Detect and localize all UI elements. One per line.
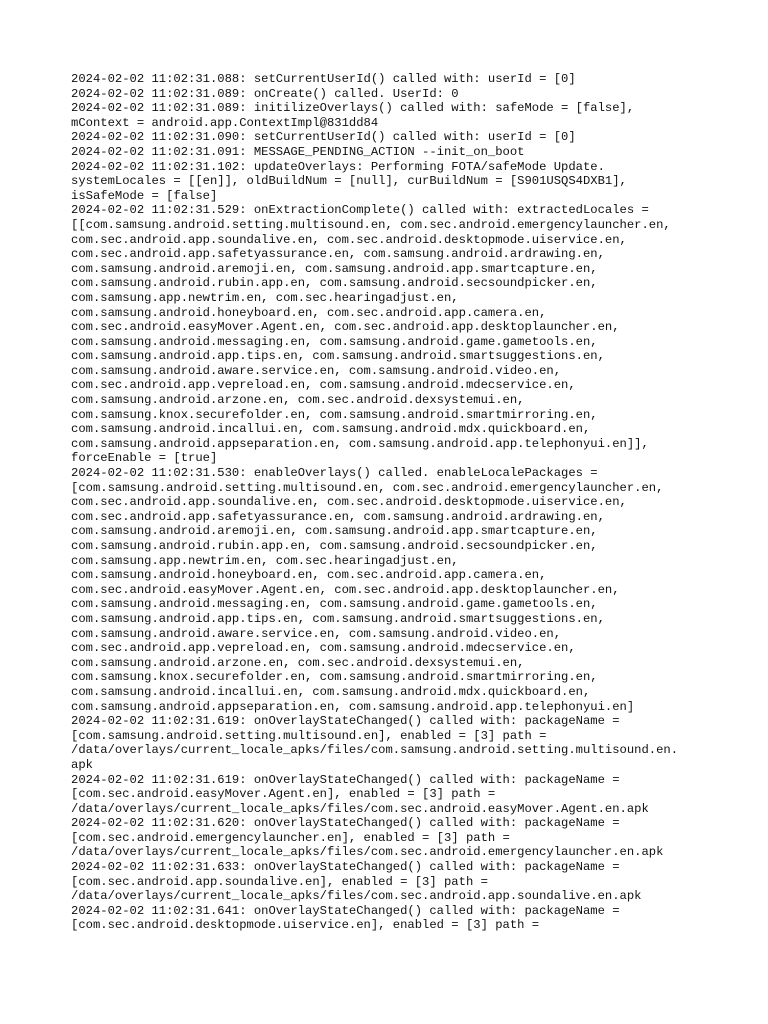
- log-line: 2024-02-02 11:02:31.641: onOverlayStateChanged() called with: packageName =: [71, 903, 620, 918]
- log-line: /data/overlays/current_locale_apks/files/com.sec.android.emergencylauncher.en.apk: [71, 845, 664, 860]
- log-line: com.samsung.app.newtrim.en, com.sec.hearingadjust.en,: [71, 553, 459, 568]
- log-line: systemLocales = [[en]], oldBuildNum = [null], curBuildNum = [S901USQS4DXB1],: [71, 174, 627, 189]
- log-line: com.samsung.android.incallui.en, com.samsung.android.mdx.quickboard.en,: [71, 422, 591, 437]
- log-line: 2024-02-02 11:02:31.089: onCreate() called. UserId: 0: [71, 86, 459, 101]
- log-line: forceEnable = [true]: [71, 451, 218, 466]
- log-line: com.sec.android.app.soundalive.en, com.sec.android.desktopmode.uiservice.en,: [71, 232, 627, 247]
- log-line: [[com.samsung.android.setting.multisound.en, com.sec.android.emergencylauncher.en,: [71, 217, 671, 232]
- log-line: com.samsung.knox.securefolder.en, com.samsung.android.smartmirroring.en,: [71, 407, 598, 422]
- log-line: com.samsung.android.aware.service.en, com.samsung.android.video.en,: [71, 363, 562, 378]
- log-line: com.samsung.android.messaging.en, com.samsung.android.game.gametools.en,: [71, 334, 598, 349]
- log-line: [com.sec.android.easyMover.Agent.en], enabled = [3] path =: [71, 787, 496, 802]
- log-line: mContext = android.app.ContextImpl@831dd84: [71, 115, 379, 130]
- log-line: com.samsung.android.honeyboard.en, com.sec.android.app.camera.en,: [71, 568, 547, 583]
- log-line: com.samsung.android.honeyboard.en, com.sec.android.app.camera.en,: [71, 305, 547, 320]
- log-line: 2024-02-02 11:02:31.090: setCurrentUserId() called with: userId = [0]: [71, 130, 576, 145]
- log-line: [com.sec.android.emergencylauncher.en], enabled = [3] path =: [71, 830, 510, 845]
- log-line: com.samsung.android.app.tips.en, com.samsung.android.smartsuggestions.en,: [71, 349, 605, 364]
- log-line: 2024-02-02 11:02:31.530: enableOverlays() called. enableLocalePackages =: [71, 466, 598, 481]
- log-line: com.sec.android.easyMover.Agent.en, com.sec.android.app.desktoplauncher.en,: [71, 582, 620, 597]
- log-line: 2024-02-02 11:02:31.619: onOverlayStateChanged() called with: packageName =: [71, 772, 620, 787]
- log-line: com.samsung.android.arzone.en, com.sec.android.dexsystemui.en,: [71, 655, 525, 670]
- log-line: com.samsung.android.app.tips.en, com.samsung.android.smartsuggestions.en,: [71, 611, 605, 626]
- log-line: [com.sec.android.desktopmode.uiservice.en], enabled = [3] path =: [71, 918, 540, 933]
- log-line: 2024-02-02 11:02:31.633: onOverlayStateChanged() called with: packageName =: [71, 860, 620, 875]
- log-line: com.sec.android.app.soundalive.en, com.sec.android.desktopmode.uiservice.en,: [71, 495, 627, 510]
- log-line: com.samsung.android.aremoji.en, com.samsung.android.app.smartcapture.en,: [71, 524, 598, 539]
- log-line: com.samsung.android.incallui.en, com.samsung.android.mdx.quickboard.en,: [71, 684, 591, 699]
- log-line: /data/overlays/current_locale_apks/files/com.sec.android.app.soundalive.en.apk: [71, 889, 642, 904]
- log-line: 2024-02-02 11:02:31.620: onOverlayStateChanged() called with: packageName =: [71, 816, 620, 831]
- log-line: apk: [71, 757, 93, 772]
- log-line: com.sec.android.app.vepreload.en, com.samsung.android.mdecservice.en,: [71, 378, 576, 393]
- log-line: com.samsung.android.aware.service.en, com.samsung.android.video.en,: [71, 626, 562, 641]
- log-line: com.samsung.android.rubin.app.en, com.samsung.android.secsoundpicker.en,: [71, 539, 598, 553]
- log-line: [com.samsung.android.setting.multisound.en, com.sec.android.emergencylauncher.en,: [71, 480, 664, 495]
- log-line: com.samsung.app.newtrim.en, com.sec.hearingadjust.en,: [71, 290, 459, 305]
- log-line: com.samsung.knox.securefolder.en, com.samsung.android.smartmirroring.en,: [71, 670, 598, 685]
- log-line: com.samsung.android.aremoji.en, com.samsung.android.app.smartcapture.en,: [71, 261, 598, 276]
- log-line: com.samsung.android.appseparation.en, com.samsung.android.app.telephonyui.en]: [71, 699, 635, 714]
- log-line: com.samsung.android.appseparation.en, com.samsung.android.app.telephonyui.en]],: [71, 436, 649, 451]
- log-line: 2024-02-02 11:02:31.088: setCurrentUserId() called with: userId = [0]: [71, 72, 576, 86]
- log-line: /data/overlays/current_locale_apks/files/com.sec.android.easyMover.Agent.en.apk: [71, 801, 649, 816]
- log-document: [71, 72, 711, 933]
- log-line: /data/overlays/current_locale_apks/files/com.samsung.android.setting.multisound.en.: [71, 743, 679, 758]
- log-line: com.sec.android.app.safetyassurance.en, com.samsung.android.ardrawing.en,: [71, 509, 605, 524]
- log-line: com.sec.android.app.safetyassurance.en, com.samsung.android.ardrawing.en,: [71, 247, 605, 262]
- log-line: 2024-02-02 11:02:31.619: onOverlayStateChanged() called with: packageName =: [71, 714, 620, 729]
- log-line: [com.samsung.android.setting.multisound.en], enabled = [3] path =: [71, 728, 547, 743]
- log-line: isSafeMode = [false]: [71, 188, 218, 203]
- log-line: com.sec.android.app.vepreload.en, com.samsung.android.mdecservice.en,: [71, 641, 576, 656]
- log-line: com.samsung.android.messaging.en, com.samsung.android.game.gametools.en,: [71, 597, 598, 612]
- log-line: 2024-02-02 11:02:31.091: MESSAGE_PENDING_ACTION --init_on_boot: [71, 144, 525, 159]
- log-line: com.sec.android.easyMover.Agent.en, com.sec.android.app.desktoplauncher.en,: [71, 320, 620, 335]
- log-line: [com.sec.android.app.soundalive.en], enabled = [3] path =: [71, 874, 488, 889]
- log-line: com.samsung.android.arzone.en, com.sec.android.dexsystemui.en,: [71, 393, 525, 408]
- log-line: com.samsung.android.rubin.app.en, com.samsung.android.secsoundpicker.en,: [71, 276, 598, 291]
- log-line: 2024-02-02 11:02:31.089: initilizeOverlays() called with: safeMode = [false],: [71, 101, 635, 116]
- log-line: 2024-02-02 11:02:31.102: updateOverlays: Performing FOTA/safeMode Update.: [71, 159, 605, 174]
- log-line: 2024-02-02 11:02:31.529: onExtractionComplete() called with: extractedLocales =: [71, 203, 649, 218]
